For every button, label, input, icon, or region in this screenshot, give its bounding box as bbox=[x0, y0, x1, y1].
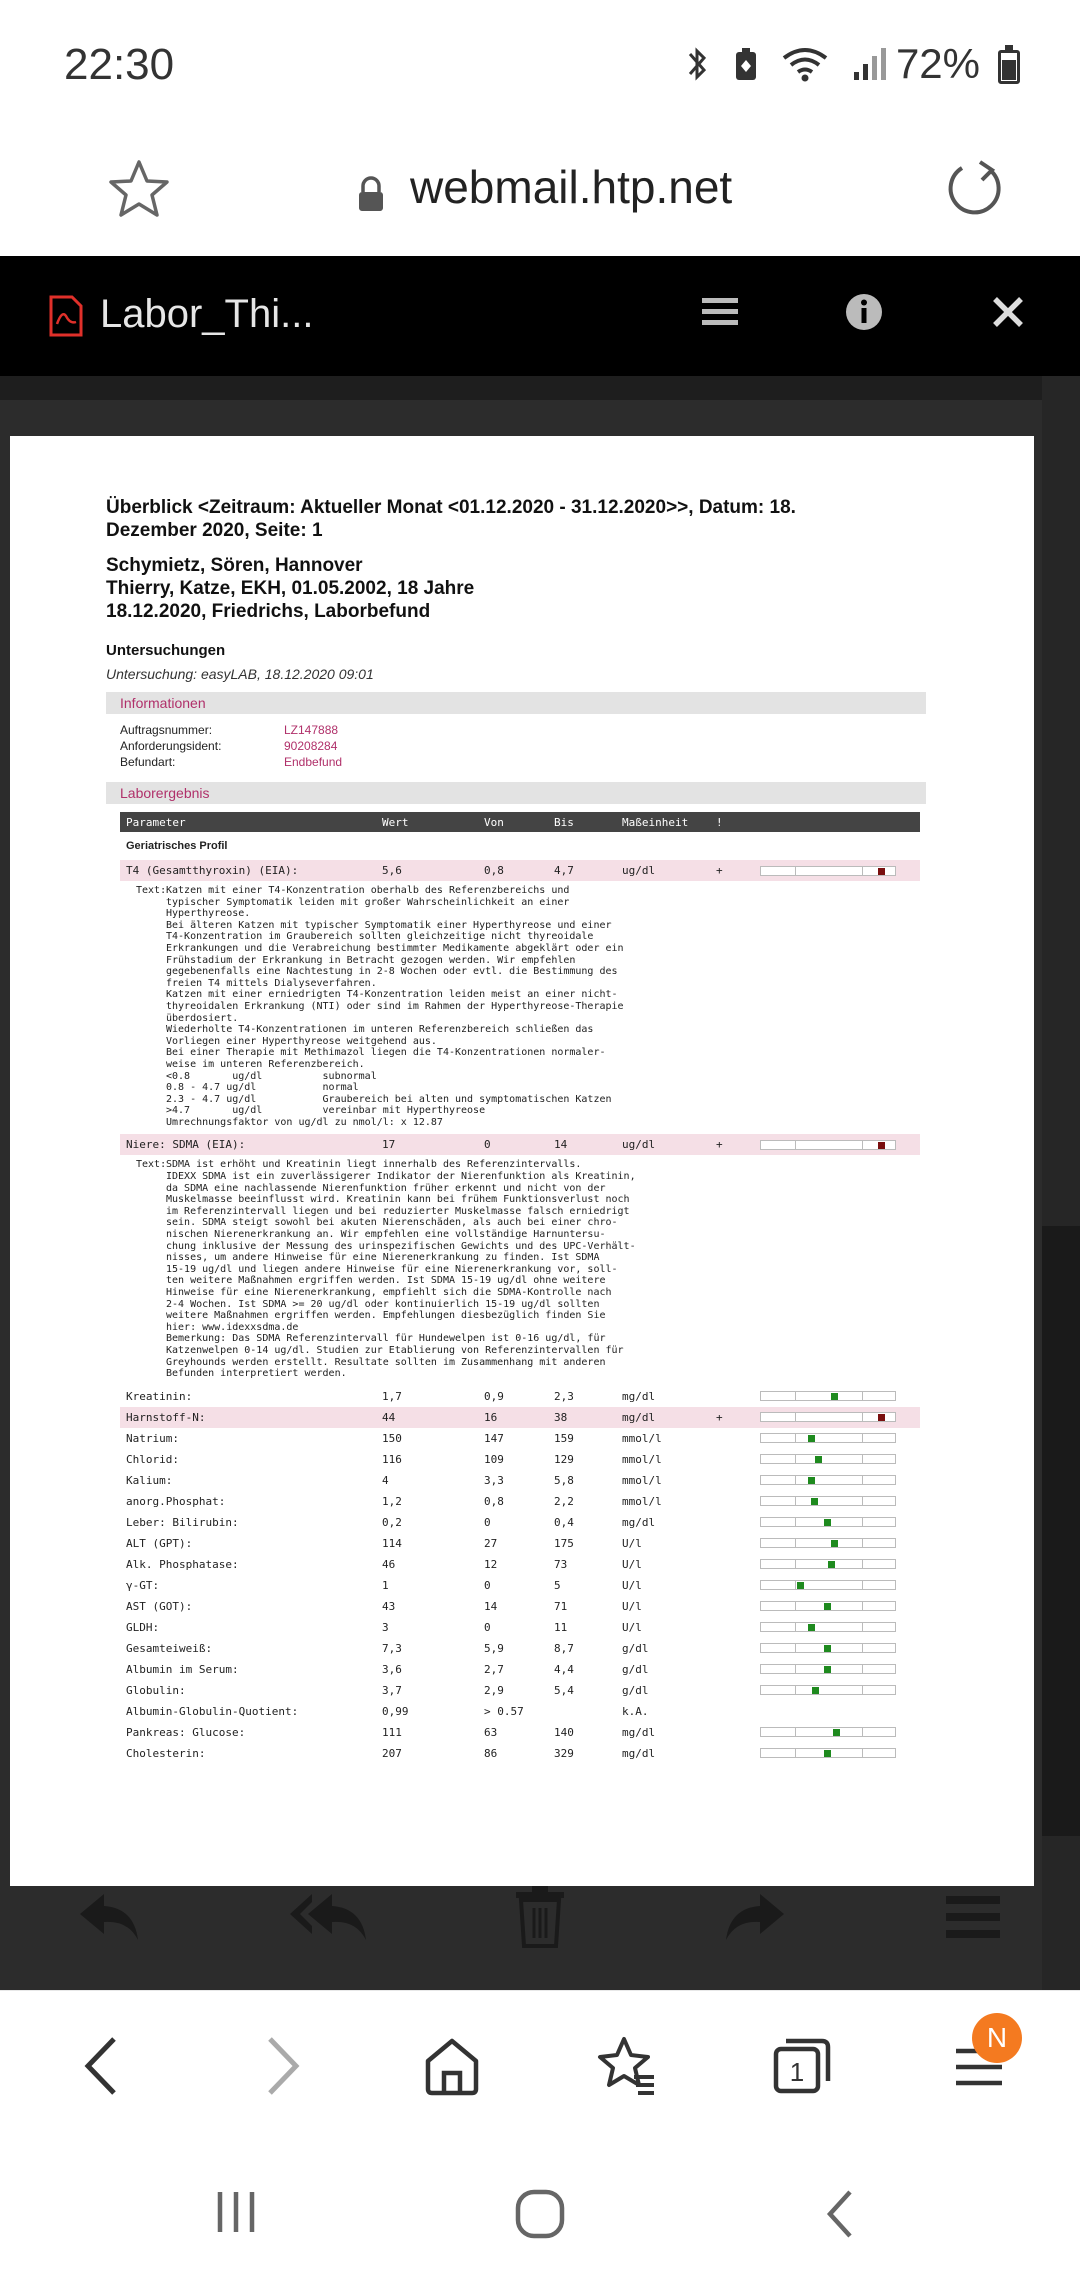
cell-wert: 5,6 bbox=[382, 864, 402, 877]
value-marker bbox=[831, 1540, 838, 1547]
forward-nav-icon[interactable] bbox=[258, 2031, 306, 2101]
untersuchung-subtitle: Untersuchung: easyLAB, 18.12.2020 09:01 bbox=[106, 666, 374, 682]
range-bar bbox=[760, 866, 896, 876]
value-marker bbox=[808, 1435, 815, 1442]
value-marker bbox=[812, 1687, 819, 1694]
value-marker bbox=[824, 1645, 831, 1652]
cell-bis: 159 bbox=[554, 1431, 574, 1445]
range-low-line bbox=[795, 1497, 796, 1505]
status-bar bbox=[0, 0, 1080, 130]
table-row bbox=[120, 1701, 920, 1722]
info-row bbox=[120, 754, 342, 770]
cell-einheit: ug/dl bbox=[622, 1138, 656, 1152]
cell-von: > 0.57 bbox=[484, 1704, 524, 1718]
results-rows bbox=[120, 1386, 920, 1764]
cell-einheit: k.A. bbox=[622, 1704, 649, 1718]
value-marker bbox=[828, 1561, 835, 1568]
range-bar bbox=[760, 1140, 896, 1150]
range-bar bbox=[760, 1433, 896, 1443]
t4-comment-text: Katzen mit einer T4-Konzentration oberhalb des Referenzbereichs und typischer Symptomatik leiden mit großer Wahrscheinlichkeit an einer Hyperthyreose. Bei älteren Katzen mit typischer Symptomatik einer Hyperthyreose und einer T4-Konzentration im Graubereich sollten gleichzeitige nicht thyreoidale Erkrankungen und die Verabreichung bestimmter Medikamente abgeklärt oder ein Frühstadium der Erkrankung in Betracht gezogen werden. Wir empfehlen gegebenenfalls eine Nachtestung in 2-8 Wochen oder evtl. die Bestimmung des freien T4 mittels Dialyseverfahren. Katzen mit einer erniedrigten T4-Konzentration leiden meist an einer nicht- thyreoidalen Erkrankung (NTI) oder sind im Rahmen der Hyperthyreose-Therapie überdosiert. Wiederholte T4-Konzentrationen im unteren Referenzbereich schließen das Vorliegen einer Hyperthyreose weitgehend aus. Bei einer Therapie mit Methimazol liegen die T4-Konzentrationen normaler- weise im unteren Referenzbereich. <0.8 ug/dl subnormal 0.8 - 4.7 ug/dl normal 2.3 - 4.7 ug/dl Graubereich bei alten und symptomatischen Katzen >4.7 ug/dl vereinbar mit Hyperthyreose Umrechnungsfaktor von ug/dl zu nmol/l: x 12.87 bbox=[166, 885, 624, 1128]
battery-percentage: 72% bbox=[895, 40, 980, 87]
tabs-count: 1 bbox=[789, 2057, 805, 2087]
cell-von: 0 bbox=[484, 1578, 491, 1592]
cell-wert: 150 bbox=[382, 1431, 402, 1445]
recent-apps-icon[interactable] bbox=[210, 2186, 262, 2238]
cell-wert: 1 bbox=[382, 1578, 389, 1592]
info-value: 90208284 bbox=[284, 739, 338, 753]
cell-parameter: Leber: Bilirubin: bbox=[126, 1515, 239, 1529]
scrollbar-thumb[interactable] bbox=[1042, 1226, 1080, 1836]
cell-von: 109 bbox=[484, 1452, 504, 1466]
cell-parameter: Alk. Phosphatase: bbox=[126, 1557, 239, 1571]
cell-bis: 4,7 bbox=[554, 864, 574, 877]
browser-bottom-nav bbox=[0, 1990, 1080, 2140]
cell-einheit: mmol/l bbox=[622, 1473, 662, 1487]
cell-bis: 140 bbox=[554, 1725, 574, 1739]
range-low-line bbox=[795, 1581, 796, 1589]
range-bar bbox=[760, 1664, 896, 1674]
cell-wert: 116 bbox=[382, 1452, 402, 1466]
tabs-icon[interactable] bbox=[770, 2031, 834, 2101]
info-key: Auftragsnummer: bbox=[120, 723, 213, 737]
header-einheit: Maßeinheit bbox=[622, 815, 689, 829]
range-low-line bbox=[795, 1644, 796, 1652]
pdf-file-icon bbox=[48, 294, 84, 338]
cell-parameter: AST (GOT): bbox=[126, 1599, 193, 1613]
cell-bis: 38 bbox=[554, 1410, 568, 1424]
text-label: Text: bbox=[136, 1159, 167, 1171]
value-marker bbox=[878, 868, 885, 875]
cell-wert: 46 bbox=[382, 1557, 396, 1571]
range-high-line bbox=[862, 1623, 863, 1631]
cell-wert: 3,6 bbox=[382, 1662, 402, 1676]
info-key: Anforderungsident: bbox=[120, 739, 222, 753]
cell-von: 12 bbox=[484, 1557, 498, 1571]
sdma-comment bbox=[120, 1155, 920, 1385]
table-row bbox=[120, 1554, 920, 1575]
reply-icon[interactable] bbox=[74, 1886, 144, 1946]
back-icon[interactable] bbox=[78, 2031, 126, 2101]
status-icons bbox=[684, 44, 890, 84]
range-bar bbox=[760, 1727, 896, 1737]
cell-einheit: U/l bbox=[622, 1620, 642, 1634]
range-bar bbox=[760, 1559, 896, 1569]
range-bar bbox=[760, 1685, 896, 1695]
cell-wert: 0,99 bbox=[382, 1704, 409, 1718]
range-bar bbox=[760, 1601, 896, 1611]
cell-flag: + bbox=[716, 1138, 723, 1152]
cell-wert: 43 bbox=[382, 1599, 396, 1613]
scrollbar-track[interactable] bbox=[1042, 376, 1080, 1990]
range-low-line bbox=[795, 1141, 796, 1149]
system-nav-bar bbox=[0, 2140, 1080, 2280]
header-von: Von bbox=[484, 815, 504, 829]
value-marker bbox=[808, 1624, 815, 1631]
menu-icon[interactable] bbox=[700, 292, 740, 332]
home-icon[interactable] bbox=[420, 2031, 484, 2101]
cell-bis: 5 bbox=[554, 1578, 561, 1592]
table-row-sdma bbox=[120, 1134, 920, 1155]
cell-wert: 17 bbox=[382, 1138, 396, 1152]
cell-parameter: Niere: SDMA (EIA): bbox=[126, 1138, 246, 1152]
range-high-line bbox=[862, 1728, 863, 1736]
bluetooth-icon bbox=[684, 44, 712, 84]
range-high-line bbox=[862, 1686, 863, 1694]
heading-line: Schymietz, Sören, Hannover bbox=[106, 555, 363, 576]
cell-von: 0,8 bbox=[484, 1494, 504, 1508]
lock-icon bbox=[356, 174, 386, 214]
range-bar bbox=[760, 1475, 896, 1485]
pdf-viewer-header bbox=[0, 256, 1080, 376]
heading-line: 18.12.2020, Friedrichs, Laborbefund bbox=[106, 601, 431, 622]
cell-parameter: Chlorid: bbox=[126, 1452, 179, 1466]
value-marker bbox=[824, 1666, 831, 1673]
cell-bis: 2,2 bbox=[554, 1494, 574, 1508]
cell-einheit: mg/dl bbox=[622, 1515, 656, 1529]
heading-line: Überblick <Zeitraum: Aktueller Monat <01.12.2020 - 31.12.2020>>, Datum: 18. bbox=[106, 497, 796, 518]
cell-wert: 111 bbox=[382, 1725, 402, 1739]
cell-einheit: mmol/l bbox=[622, 1494, 662, 1508]
table-row bbox=[120, 1596, 920, 1617]
cell-parameter: γ-GT: bbox=[126, 1578, 160, 1592]
range-low-line bbox=[795, 1455, 796, 1463]
cell-einheit: mg/dl bbox=[622, 1410, 656, 1424]
cell-wert: 207 bbox=[382, 1746, 402, 1760]
header-parameter: Parameter bbox=[126, 815, 186, 829]
cell-parameter: T4 (Gesamtthyroxin) (EIA): bbox=[126, 864, 299, 877]
cell-bis: 175 bbox=[554, 1536, 574, 1550]
value-marker bbox=[811, 1498, 818, 1505]
value-marker bbox=[833, 1729, 840, 1736]
informationen-band: Informationen bbox=[106, 692, 926, 714]
cell-einheit: g/dl bbox=[622, 1683, 649, 1697]
delete-icon[interactable] bbox=[512, 1884, 568, 1948]
cell-einheit: g/dl bbox=[622, 1641, 649, 1655]
cell-einheit: mmol/l bbox=[622, 1452, 662, 1466]
cell-von: 147 bbox=[484, 1431, 504, 1445]
range-bar bbox=[760, 1643, 896, 1653]
range-high-line bbox=[862, 1392, 863, 1400]
cell-von: 2,7 bbox=[484, 1662, 504, 1676]
range-low-line bbox=[795, 1392, 796, 1400]
cell-von: 0,9 bbox=[484, 1389, 504, 1403]
value-marker bbox=[815, 1456, 822, 1463]
cell-von: 86 bbox=[484, 1746, 498, 1760]
range-low-line bbox=[795, 1560, 796, 1568]
cell-von: 0,8 bbox=[484, 864, 504, 877]
battery-icon bbox=[998, 50, 1020, 84]
range-bar bbox=[760, 1622, 896, 1632]
range-high-line bbox=[862, 1141, 863, 1149]
cell-bis: 2,3 bbox=[554, 1389, 574, 1403]
cell-einheit: g/dl bbox=[622, 1662, 649, 1676]
value-marker bbox=[831, 1393, 838, 1400]
cell-einheit: U/l bbox=[622, 1536, 642, 1550]
range-low-line bbox=[795, 1602, 796, 1610]
range-high-line bbox=[862, 1455, 863, 1463]
cell-parameter: GLDH: bbox=[126, 1620, 160, 1634]
table-row bbox=[120, 1533, 920, 1554]
range-bar bbox=[760, 1748, 896, 1758]
value-marker bbox=[824, 1519, 831, 1526]
range-low-line bbox=[795, 1686, 796, 1694]
range-low-line bbox=[795, 1434, 796, 1442]
range-bar bbox=[760, 1580, 896, 1590]
battery-saver-icon bbox=[732, 44, 760, 84]
cell-von: 0 bbox=[484, 1138, 491, 1152]
range-high-line bbox=[862, 1665, 863, 1673]
value-marker bbox=[824, 1603, 831, 1610]
forward-icon[interactable] bbox=[720, 1886, 790, 1946]
viewer-toolbar-strip bbox=[0, 376, 1080, 400]
pdf-page bbox=[10, 436, 1034, 1886]
range-high-line bbox=[862, 1749, 863, 1757]
table-row bbox=[120, 1743, 920, 1764]
range-high-line bbox=[862, 1497, 863, 1505]
table-row bbox=[120, 1512, 920, 1533]
profile-title: Geriatrisches Profil bbox=[126, 840, 228, 852]
pdf-filename: Labor_Thi... bbox=[100, 292, 314, 336]
cell-einheit: U/l bbox=[622, 1557, 642, 1571]
lab-results-table bbox=[120, 812, 920, 1764]
home-button-icon[interactable] bbox=[512, 2186, 568, 2242]
bookmarks-icon[interactable] bbox=[594, 2031, 658, 2101]
cell-von: 0 bbox=[484, 1515, 491, 1529]
table-row bbox=[120, 1449, 920, 1470]
cell-parameter: Cholesterin: bbox=[126, 1746, 206, 1760]
header-wert: Wert bbox=[382, 815, 409, 829]
cell-bis: 129 bbox=[554, 1452, 574, 1466]
table-header bbox=[120, 812, 920, 832]
bookmark-star-icon[interactable] bbox=[104, 154, 174, 224]
cell-parameter: Globulin: bbox=[126, 1683, 186, 1697]
range-bar bbox=[760, 1391, 896, 1401]
range-low-line bbox=[795, 1749, 796, 1757]
cell-parameter: Albumin im Serum: bbox=[126, 1662, 239, 1676]
cell-einheit: ug/dl bbox=[622, 864, 656, 877]
cell-bis: 11 bbox=[554, 1620, 568, 1634]
table-row bbox=[120, 1659, 920, 1680]
cell-flag: + bbox=[716, 864, 723, 877]
pdf-viewer-body bbox=[0, 376, 1080, 1990]
cell-wert: 3,7 bbox=[382, 1683, 402, 1697]
table-row bbox=[120, 1575, 920, 1596]
cell-parameter: Natrium: bbox=[126, 1431, 179, 1445]
heading-line: Dezember 2020, Seite: 1 bbox=[106, 520, 323, 541]
cell-einheit: U/l bbox=[622, 1578, 642, 1592]
reload-icon[interactable] bbox=[940, 154, 1010, 224]
signal-icon bbox=[850, 44, 890, 84]
cell-parameter: Kreatinin: bbox=[126, 1389, 193, 1403]
cell-parameter: Harnstoff-N: bbox=[126, 1410, 206, 1424]
info-table bbox=[120, 722, 342, 770]
range-low-line bbox=[795, 1518, 796, 1526]
cell-von: 27 bbox=[484, 1536, 498, 1550]
range-bar bbox=[760, 1412, 896, 1422]
browser-url-bar bbox=[0, 130, 1080, 256]
header-flag: ! bbox=[716, 815, 723, 829]
range-high-line bbox=[862, 1518, 863, 1526]
cell-einheit: mmol/l bbox=[622, 1431, 662, 1445]
cell-von: 2,9 bbox=[484, 1683, 504, 1697]
cell-bis: 0,4 bbox=[554, 1515, 574, 1529]
value-marker bbox=[878, 1142, 885, 1149]
cell-parameter: anorg.Phosphat: bbox=[126, 1494, 226, 1508]
system-back-icon[interactable] bbox=[820, 2186, 860, 2242]
table-row bbox=[120, 1638, 920, 1659]
table-row-t4 bbox=[120, 860, 920, 881]
range-high-line bbox=[862, 1413, 863, 1421]
cell-bis: 71 bbox=[554, 1599, 568, 1613]
table-row bbox=[120, 1386, 920, 1407]
mail-action-bar bbox=[0, 1880, 1080, 1950]
cell-wert: 44 bbox=[382, 1410, 396, 1424]
cell-von: 16 bbox=[484, 1410, 498, 1424]
cell-bis: 73 bbox=[554, 1557, 568, 1571]
range-high-line bbox=[862, 1560, 863, 1568]
value-marker bbox=[797, 1582, 804, 1589]
cell-flag: + bbox=[716, 1410, 723, 1424]
cell-von: 0 bbox=[484, 1620, 491, 1634]
cell-bis: 5,4 bbox=[554, 1683, 574, 1697]
range-bar bbox=[760, 1538, 896, 1548]
cell-von: 63 bbox=[484, 1725, 498, 1739]
cell-wert: 4 bbox=[382, 1473, 389, 1487]
info-value: Endbefund bbox=[284, 755, 343, 769]
cell-wert: 1,2 bbox=[382, 1494, 402, 1508]
range-high-line bbox=[862, 1476, 863, 1484]
range-high-line bbox=[862, 1602, 863, 1610]
range-bar bbox=[760, 1496, 896, 1506]
range-low-line bbox=[795, 867, 796, 875]
info-icon[interactable] bbox=[844, 292, 884, 332]
range-bar bbox=[760, 1454, 896, 1464]
value-marker bbox=[808, 1477, 815, 1484]
cell-einheit: mg/dl bbox=[622, 1746, 656, 1760]
table-row bbox=[120, 1617, 920, 1638]
laborergebnis-band: Laborergebnis bbox=[106, 782, 926, 804]
info-key: Befundart: bbox=[120, 755, 176, 769]
cell-bis: 14 bbox=[554, 1138, 568, 1152]
url-text[interactable]: webmail.htp.net bbox=[410, 161, 733, 213]
report-heading bbox=[106, 496, 946, 623]
table-row bbox=[120, 1680, 920, 1701]
untersuchungen-title: Untersuchungen bbox=[106, 642, 226, 659]
cell-bis: 5,8 bbox=[554, 1473, 574, 1487]
more-icon[interactable] bbox=[944, 1892, 1002, 1942]
notification-badge: N bbox=[972, 2013, 1022, 2063]
table-row bbox=[120, 1722, 920, 1743]
t4-comment bbox=[120, 881, 920, 1134]
cell-von: 3,3 bbox=[484, 1473, 504, 1487]
range-low-line bbox=[795, 1728, 796, 1736]
heading-line: Thierry, Katze, EKH, 01.05.2002, 18 Jahre bbox=[106, 578, 475, 599]
range-high-line bbox=[862, 867, 863, 875]
cell-wert: 0,2 bbox=[382, 1515, 402, 1529]
clock: 22:30 bbox=[64, 40, 175, 89]
table-row bbox=[120, 1491, 920, 1512]
cell-wert: 7,3 bbox=[382, 1641, 402, 1655]
range-low-line bbox=[795, 1413, 796, 1421]
cell-wert: 114 bbox=[382, 1536, 402, 1550]
cell-wert: 3 bbox=[382, 1620, 389, 1634]
range-low-line bbox=[795, 1665, 796, 1673]
info-value: LZ147888 bbox=[284, 723, 339, 737]
cell-parameter: Albumin-Globulin-Quotient: bbox=[126, 1704, 299, 1718]
sdma-comment-text: SDMA ist erhöht und Kreatinin liegt innerhalb des Referenzintervalls. IDEXX SDMA ist ein zuverlässigerer Indikator der Nierenfunktion als Kreatinin, da SDMA eine nachlassende Nierenfunktion früher erkennt und nicht von der Muskelmasse beeinflusst wird. Kreatinin kann bei frühem Funktionsverlust noch im Referenzintervall liegen und bei reduzierter Muskelmasse falsch erniedrigt sein. SDMA steigt sowohl bei akuten Nierenschäden, als auch bei einer chro- nischen Nierenerkrankung an. Wir empfehlen eine vollständige Harnuntersu- chung inklusive der Messung des urinspezifischen Gewichts und des UPC-Verhält- nisses, um andere Hinweise für eine Nierenerkrankung zu finden. Ist SDMA 15-19 ug/dl und liegen andere Hinweise für eine Nierenerkrankung vor, soll- ten weitere Maßnahmen ergriffen werden. Ist SDMA 15-19 ug/dl ohne weitere Hinweise für eine Nierenerkrankung, empfiehlt sich die SDMA-Kontrolle nach 2-4 Wochen. Ist SDMA >= 20 ug/dl oder kontinuierlich 15-19 ug/dl sollten weitere Maßnahmen ergriffen werden. Empfehlungen diesbezüglich finden Sie hier: www.idexxsdma.de Bemerkung: Das SDMA Referenzintervall für Hundewelpen ist 0-16 ug/dl, für Katzenwelpen 0-14 ug/dl. Studien zur Etablierung von Referenzintervallen für Greyhounds werden erstellt. Resultate sollten im Zusammenhang mit anderen Befunden interpretiert werden. bbox=[166, 1159, 636, 1380]
cell-wert: 1,7 bbox=[382, 1389, 402, 1403]
table-row bbox=[120, 1428, 920, 1449]
table-row bbox=[120, 1470, 920, 1491]
wifi-icon bbox=[780, 44, 830, 84]
cell-parameter: Kalium: bbox=[126, 1473, 173, 1487]
cell-parameter: Gesamteiweiß: bbox=[126, 1641, 213, 1655]
range-high-line bbox=[862, 1644, 863, 1652]
text-label: Text: bbox=[136, 885, 167, 896]
info-row bbox=[120, 738, 342, 754]
cell-bis: 8,7 bbox=[554, 1641, 574, 1655]
range-high-line bbox=[862, 1434, 863, 1442]
range-low-line bbox=[795, 1539, 796, 1547]
value-marker bbox=[824, 1750, 831, 1757]
close-icon[interactable] bbox=[990, 294, 1026, 330]
cell-einheit: U/l bbox=[622, 1599, 642, 1613]
table-row bbox=[120, 1407, 920, 1428]
info-row bbox=[120, 722, 342, 738]
value-marker bbox=[878, 1414, 885, 1421]
cell-von: 5,9 bbox=[484, 1641, 504, 1655]
reply-all-icon[interactable] bbox=[288, 1886, 368, 1946]
cell-bis: 4,4 bbox=[554, 1662, 574, 1676]
range-low-line bbox=[795, 1476, 796, 1484]
cell-einheit: mg/dl bbox=[622, 1725, 656, 1739]
cell-von: 14 bbox=[484, 1599, 498, 1613]
cell-parameter: Pankreas: Glucose: bbox=[126, 1725, 246, 1739]
cell-einheit: mg/dl bbox=[622, 1389, 656, 1403]
range-bar bbox=[760, 1517, 896, 1527]
header-bis: Bis bbox=[554, 815, 574, 829]
cell-parameter: ALT (GPT): bbox=[126, 1536, 193, 1550]
range-high-line bbox=[862, 1581, 863, 1589]
cell-bis: 329 bbox=[554, 1746, 574, 1760]
range-low-line bbox=[795, 1623, 796, 1631]
range-high-line bbox=[862, 1539, 863, 1547]
